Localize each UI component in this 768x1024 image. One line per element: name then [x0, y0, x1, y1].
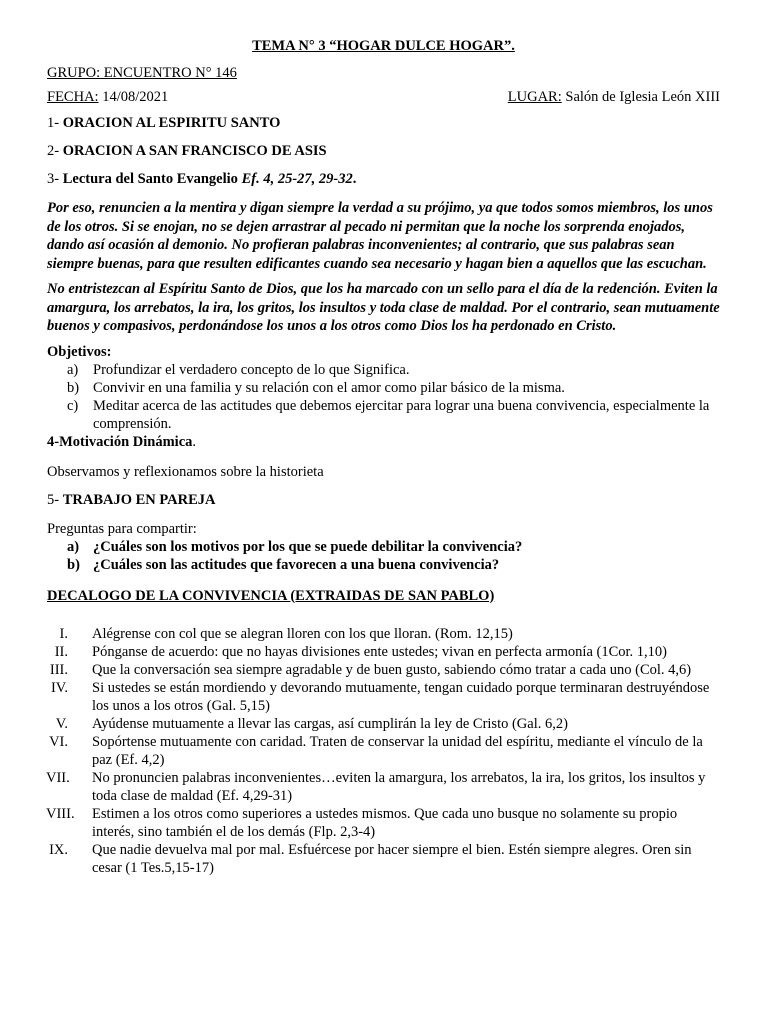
fecha-lugar-row	[47, 89, 720, 106]
list-item-text: No pronuncien palabras inconvenientes…eviten la amargura, los arrebatos, la ira, los gritos, los insultos y toda clase de maldad (Ef. 4,29-31)	[92, 769, 706, 804]
objetivos-list	[47, 361, 720, 433]
list-marker: III.	[49, 661, 68, 678]
list-item-text: Convivir en una familia y su relación con el amor como pilar básico de la misma.	[93, 379, 565, 396]
section-1-number: 1-	[47, 115, 63, 131]
section-4-title: 4-Motivación Dinámica	[47, 433, 193, 450]
lugar	[508, 89, 720, 106]
list-item-text: Ayúdense mutuamente a llevar las cargas, así cumplirán la ley de Cristo (Gal. 6,2)	[92, 715, 568, 732]
list-item	[47, 661, 720, 679]
list-item-text: ¿Cuáles son las actitudes que favorecen a una buena convivencia?	[93, 556, 500, 573]
list-item-text: Meditar acerca de las actitudes que debemos ejercitar para lograr una buena convivencia, especialmente la comprensión.	[93, 397, 710, 432]
list-item	[47, 397, 720, 433]
lugar-value: Salón de Iglesia León XIII	[561, 89, 720, 105]
decalogo-title: DECALOGO DE LA CONVIVENCIA (EXTRAIDAS DE SAN PABLO)	[47, 587, 495, 604]
section-2-title: ORACION A SAN FRANCISCO DE ASIS	[62, 143, 327, 159]
list-marker: b)	[67, 379, 80, 396]
section-5	[47, 492, 720, 509]
list-marker: c)	[67, 397, 79, 414]
list-marker: VII.	[46, 769, 70, 786]
preguntas-list	[47, 538, 720, 574]
list-item-text: Estimen a los otros como superiores a ustedes mismos. Que cada uno busque no solamente su propio interés, sino también el de los demás (Flp. 2,3-4)	[92, 805, 678, 840]
section-1	[47, 115, 720, 132]
list-marker: I.	[59, 625, 68, 642]
list-item	[47, 643, 720, 661]
list-item	[47, 679, 720, 715]
lugar-label: LUGAR:	[507, 89, 562, 105]
list-marker: IV.	[50, 679, 68, 696]
list-marker: V.	[55, 715, 68, 732]
reading-paragraph-2: No entristezcan al Espíritu Santo de Dios, que los ha marcado con un sello para el día de la redención. Eviten la amargura, los arrebatos, la ira, los gritos, los insultos y toda clase de maldad. Por el contrario, sean mutuamente buenos y compasivos, perdonándose los unos a los otros como Dios los ha perdonado en Cristo.	[47, 281, 720, 334]
list-item-text: Pónganse de acuerdo: que no hayas divisiones ente ustedes; vivan en perfecta armonía (1Cor. 1,10)	[92, 643, 667, 660]
fecha-value: 14/08/2021	[98, 89, 169, 105]
section-4-end: .	[192, 433, 197, 450]
section-3-end: .	[352, 171, 357, 187]
list-item	[47, 379, 720, 397]
section-3-title: Lectura del Santo Evangelio	[62, 171, 242, 187]
list-item	[47, 361, 720, 379]
list-item-text: Sopórtense mutuamente con caridad. Traten de conservar la unidad del espíritu, mediante el vínculo de la paz (Ef. 4,2)	[92, 733, 703, 768]
list-item	[47, 625, 720, 643]
grupo-line: GRUPO: ENCUENTRO N° 146	[47, 65, 237, 81]
list-item	[47, 556, 720, 574]
section-3	[47, 171, 720, 188]
list-marker: VIII.	[46, 805, 75, 822]
section-2	[47, 143, 720, 160]
section-4-text: Observamos y reflexionamos sobre la historieta	[47, 463, 324, 480]
reading-paragraph-1: Por eso, renuncien a la mentira y digan siempre la verdad a su prójimo, ya que todos somos miembros, los unos de los otros. Si se enojan, no se dejen arrastrar al pecado ni permitan que la noche los sorprenda enojados, dando así ocasión al demonio. No profieran palabras inconvenientes; al contrario, que sus palabras sean siempre buenas, para que resulten edificantes cuando sea necesario y hagan bien a aquellos que las escuchan.	[47, 200, 713, 272]
list-marker: II.	[54, 643, 68, 660]
list-item	[47, 769, 720, 805]
section-5-title: TRABAJO EN PAREJA	[62, 491, 216, 508]
list-item-text: Si ustedes se están mordiendo y devorando mutuamente, tengan cuidado porque terminaran destruyéndose los unos a los otros (Gal. 5,15)	[92, 679, 710, 714]
section-1-title: ORACION AL ESPIRITU SANTO	[62, 115, 281, 131]
list-item-text: Que la conversación sea siempre agradable y de buen gusto, sabiendo cómo tratar a cada uno (Col. 4,6)	[92, 661, 692, 678]
list-item	[47, 715, 720, 733]
list-marker: b)	[67, 556, 80, 573]
preguntas-heading: Preguntas para compartir:	[47, 520, 197, 537]
objetivos-heading: Objetivos:	[47, 343, 112, 360]
list-item-text: Alégrense con col que se alegran lloren con los que lloran. (Rom. 12,15)	[92, 625, 513, 642]
list-marker: IX.	[49, 841, 68, 858]
section-4	[47, 434, 720, 451]
list-marker: a)	[67, 361, 79, 378]
list-item	[47, 733, 720, 769]
list-item	[47, 841, 720, 877]
list-marker: a)	[67, 538, 80, 555]
list-marker: VI.	[49, 733, 68, 750]
fecha-label: FECHA:	[47, 89, 99, 105]
section-2-number: 2-	[47, 143, 63, 159]
section-5-number: 5-	[47, 491, 63, 508]
fecha	[47, 89, 168, 106]
list-item	[47, 538, 720, 556]
document-title: TEMA N° 3 “HOGAR DULCE HOGAR”.	[252, 38, 515, 54]
decalogo-list	[47, 625, 720, 877]
section-3-reference: Ef. 4, 25-27, 29-32	[241, 171, 353, 187]
section-3-number: 3-	[47, 171, 63, 187]
list-item-text: Que nadie devuelva mal por mal. Esfuércese por hacer siempre el bien. Estén siempre alegres. Oren sin cesar (1 Tes.5,15-17)	[92, 841, 692, 876]
list-item-text: ¿Cuáles son los motivos por los que se puede debilitar la convivencia?	[93, 538, 523, 555]
list-item	[47, 805, 720, 841]
list-item-text: Profundizar el verdadero concepto de lo que Significa.	[93, 361, 410, 378]
document-page	[47, 38, 720, 877]
